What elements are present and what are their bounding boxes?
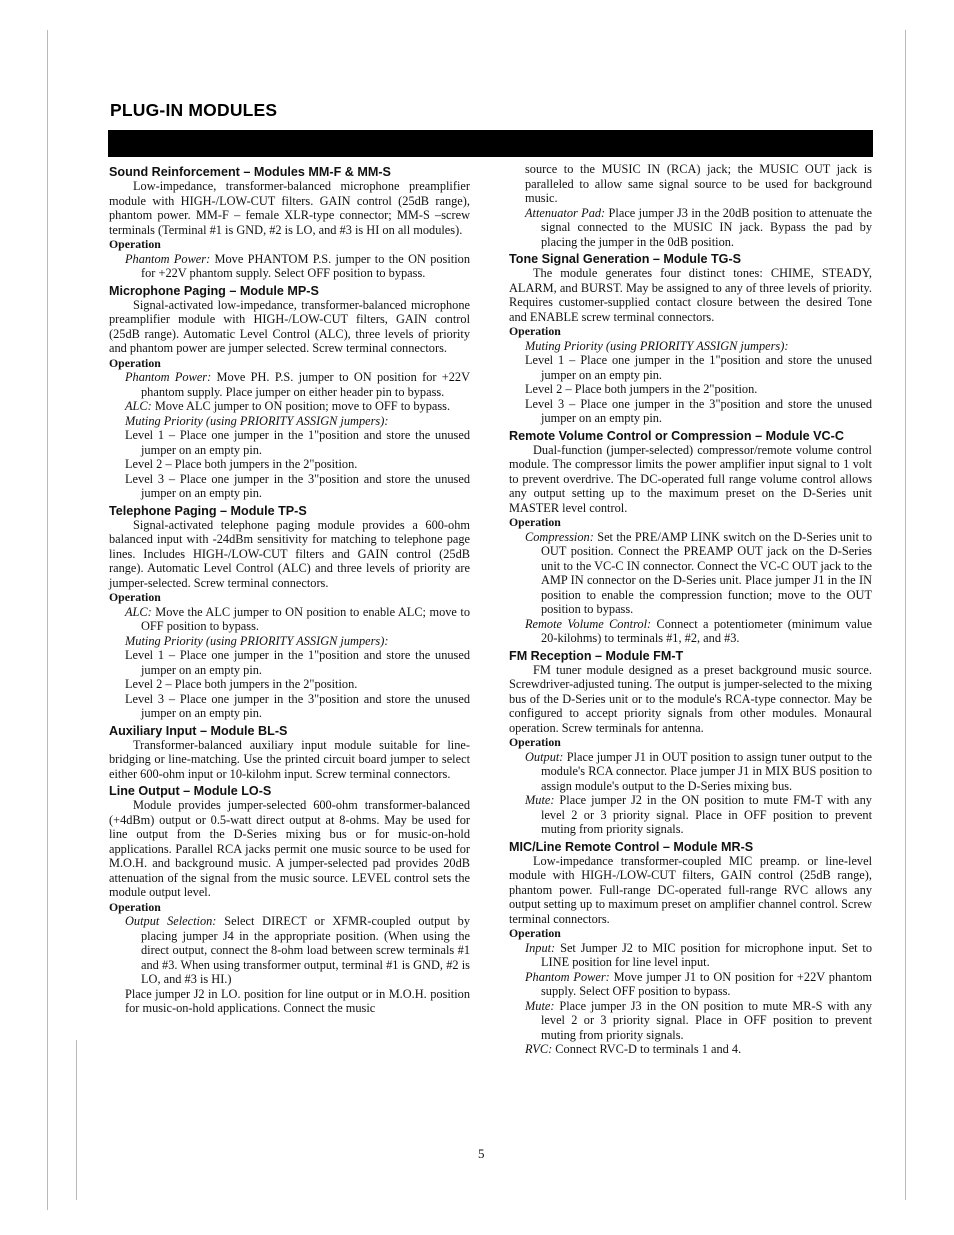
input-text: Set Jumper J2 to MIC position for microphone input. Set to LINE position for line level input. [541, 940, 872, 969]
section-heading: MIC/Line Remote Control – Module MR-S [509, 839, 754, 854]
compression-instruction [509, 530, 872, 617]
input-label: Input: [525, 940, 556, 955]
phantom-power-label: Phantom Power: [525, 969, 610, 984]
scan-margin-line-left [47, 30, 48, 1210]
line-output-continued-text: source to the MUSIC IN (RCA) jack; the MUSIC OUT jack is paralleled to allow same signal source to be used for background music. [525, 162, 872, 205]
page-number: 5 [478, 1146, 485, 1161]
page-title: PLUG-IN MODULES [110, 100, 278, 120]
section-description: Dual-function (jumper-selected) compressor/remote volume control module. The compressor limits the power amplifier input signal to 1 volt to prevent overdrive. The DC-operated full range volume control allows any output setting up to the maximum preset on the D-Series unit MASTER level control. [509, 442, 872, 515]
priority-level-2: Level 2 – Place both jumpers in the 2"position. [525, 382, 758, 396]
output-text: Place jumper J1 in OUT position to assign tuner output to the module's RCA connector. Place jumper J1 in MIX BUS position to assign module's output to the D-Series mixing bus. [541, 749, 872, 793]
section-description: Module provides jumper-selected 600-ohm transformer-balanced (+4dBm) output or 0.5-watt direct output at 8-ohms. May be used for line output from the D-Series mixing bus or for music-on-hold applications. Parallel RCA jacks permit one music source to be used for M.O.H. and background music. A jumper-selected pad provides 20dB attenuation of the signal from the music source. LEVEL control sets the module output level. [109, 798, 470, 899]
rvc-instruction [509, 1042, 872, 1057]
section-heading: Remote Volume Control or Compression – Module VC-C [509, 428, 844, 443]
header-black-bar [108, 130, 873, 157]
section-description: Transformer-balanced auxiliary input module suitable for line-bridging or line-matching. Use the printed circuit board jumper to select either 600-ohm input or 10-kilohm input. Screw terminal connectors. [109, 737, 470, 781]
remote-volume-instruction [509, 617, 872, 646]
phantom-power-instruction [509, 970, 872, 999]
section-description: Signal-activated telephone paging module provides a 600-ohm balanced input with -24dBm sensitivity for matching to telephone page lines. Includes HIGH-/LOW-CUT filters and GAIN control (25dB range). Automatic Level Control (ALC) and three levels of priority are jumper-selected. Screw terminal connectors. [109, 517, 470, 590]
section-heading: Sound Reinforcement – Modules MM-F & MM-S [109, 165, 391, 179]
section-tg-s [509, 252, 872, 426]
output-label: Output: [525, 749, 564, 764]
scan-margin-line-left-inner [76, 1040, 77, 1200]
section-bl-s [109, 724, 470, 782]
attenuator-pad-text: Place jumper J3 in the 20dB position to attenuate the signal connected to the MUSIC IN jack. Bypass the pad by placing the jumper in the 0dB position. [541, 205, 872, 249]
section-vc-c [509, 429, 872, 646]
priority-level-3: Level 3 – Place one jumper in the 3"position and store the unused jumper on an empty pin. [125, 691, 470, 720]
priority-level-1: Level 1 – Place one jumper in the 1"position and store the unused jumper on an empty pin. [125, 428, 470, 457]
section-heading: Microphone Paging – Module MP-S [109, 283, 319, 298]
section-mr-s [509, 840, 872, 1057]
output-selection-instruction [109, 914, 470, 987]
right-column [509, 162, 872, 1057]
alc-label: ALC: [125, 399, 152, 413]
mute-label: Mute: [525, 793, 555, 807]
section-fm-t [509, 649, 872, 837]
mute-label: Mute: [525, 998, 555, 1013]
rvc-label: RVC: [525, 1042, 553, 1056]
attenuator-pad-instruction [509, 206, 872, 250]
remote-volume-label: Remote Volume Control: [525, 616, 652, 631]
phantom-power-text: Move PHANTOM P.S. jumper to the ON position for +22V phantom supply. Select OFF position to bypass. [141, 251, 470, 280]
left-column [109, 162, 470, 1016]
muting-priority-label: Muting Priority (using PRIORITY ASSIGN jumpers): [125, 413, 389, 428]
section-mp-s [109, 284, 470, 501]
section-description: Signal-activated low-impedance, transformer-balanced microphone preamplifier module with HIGH-/LOW-CUT filters, GAIN control (25dB range). Automatic Level Control (ALC), three levels of priority and phantom power are jumper selected. Screw terminal connectors. [109, 297, 470, 355]
phantom-power-label: Phantom Power: [125, 370, 212, 384]
output-selection-text: Select DIRECT or XFMR-coupled output by placing jumper J4 in the appropriate position. (When using the direct output, connect the 8-ohm load between screw terminals #1 and #3. When using transformer output, terminal #1 is GND, #2 is LO, and #3 is HI.) [141, 914, 471, 986]
operation-label: Operation [509, 735, 561, 749]
section-description: The module generates four distinct tones: CHIME, STEADY, ALARM, and BURST. May be assigned to any of three levels of priority. Requires customer-supplied contact closure between the desired Tone and ENABLE screw terminal connectors. [509, 266, 872, 324]
section-description: Low-impedance, transformer-balanced microphone preamplifier module with HIGH-/LOW-CUT filters. GAIN control (25dB range), phantom power. MM-F – female XLR-type connector; MM-S –screw terminals (Terminal #1 is GND, #2 is LO, and #3 is HI on all modules). [109, 179, 470, 237]
section-lo-s [109, 784, 470, 1016]
section-heading: FM Reception – Module FM-T [509, 648, 684, 663]
operation-label: Operation [109, 355, 161, 370]
section-heading: Auxiliary Input – Module BL-S [109, 723, 288, 738]
phantom-power-label: Phantom Power: [125, 251, 211, 266]
priority-level-3: Level 3 – Place one jumper in the 3"position and store the unused jumper on an empty pin. [125, 471, 470, 500]
operation-label: Operation [109, 237, 161, 251]
section-description: Low-impedance transformer-coupled MIC preamp. or line-level module with HIGH-/LOW-CUT filters, GAIN control (25dB range), phantom power. Full-range DC-operated full-range RVC allows any output setting up to maximum preset on amplifier channel control. Screw terminal connectors. [509, 853, 872, 926]
compression-text: Set the PRE/AMP LINK switch on the D-Series unit to OUT position. Connect the PREAMP OUT jack on the D-Series unit to the VC-C IN connector. Connect the VC-C OUT jack to the AMP IN connector on the D-Series unit. Place jumper J1 in the IN position to enable the compression function; move to the OUT position to bypass. [541, 529, 872, 616]
section-heading: Tone Signal Generation – Module TG-S [509, 252, 742, 266]
section-heading: Telephone Paging – Module TP-S [109, 503, 307, 518]
phantom-power-instruction [109, 370, 470, 399]
priority-level-1: Level 1 – Place one jumper in the 1"position and store the unused jumper on an empty pin. [125, 648, 470, 677]
phantom-power-text: Move jumper J1 to ON position for +22V phantom supply. Select OFF position to bypass. [541, 969, 872, 998]
priority-level-2: Level 2 – Place both jumpers in the 2"position. [125, 457, 358, 471]
section-tp-s [109, 504, 470, 721]
output-selection-continued: Place jumper J2 in LO. position for line output or in M.O.H. position for music-on-hold applications. Connect the music [125, 986, 470, 1015]
mute-instruction [509, 999, 872, 1043]
attenuator-pad-label: Attenuator Pad: [525, 205, 606, 220]
section-heading: Line Output – Module LO-S [109, 784, 272, 798]
section-lo-s-continued [509, 162, 872, 249]
mute-text: Place jumper J2 in the ON position to mute FM-T with any level 2 or 3 priority signal. Place in OFF position to prevent muting from priority signals. [541, 793, 872, 836]
rvc-text: Connect RVC-D to terminals 1 and 4. [555, 1042, 742, 1056]
section-mm-f-mm-s [109, 165, 470, 281]
phantom-power-instruction [109, 252, 470, 281]
priority-level-2: Level 2 – Place both jumpers in the 2"position. [125, 677, 358, 691]
alc-instruction [109, 605, 470, 634]
output-instruction [509, 750, 872, 794]
input-instruction [509, 941, 872, 970]
operation-label: Operation [109, 899, 161, 914]
compression-label: Compression: [525, 529, 594, 544]
muting-priority-label: Muting Priority (using PRIORITY ASSIGN jumpers): [525, 338, 789, 353]
alc-label: ALC: [125, 604, 152, 619]
priority-level-1: Level 1 – Place one jumper in the 1"position and store the unused jumper on an empty pin. [525, 353, 872, 382]
alc-text: Move the ALC jumper to ON position to enable ALC; move to OFF position to bypass. [141, 604, 470, 633]
scan-margin-line-right [905, 30, 906, 1200]
mute-text: Place jumper J3 in the ON position to mute MR-S with any level 2 or 3 priority signal. Place in OFF position to prevent muting from priority signals. [541, 998, 872, 1042]
phantom-power-text: Move PH. P.S. jumper to ON position for +22V phantom supply. Place jumper on either header pin to bypass. [141, 370, 471, 399]
operation-label: Operation [509, 926, 561, 940]
operation-label: Operation [509, 324, 561, 338]
section-description: FM tuner module designed as a preset background music source. Screwdriver-adjusted tuning. The output is jumper-selected to the mixing bus of the D-Series unit or to the module's RCA-type connector. May be configured to accept priority signals from other modules. Monaural operation. Screw terminals for antenna. [509, 662, 872, 735]
output-selection-label: Output Selection: [125, 914, 217, 928]
muting-priority-label: Muting Priority (using PRIORITY ASSIGN jumpers): [125, 633, 389, 648]
mute-instruction [509, 793, 872, 837]
priority-level-3: Level 3 – Place one jumper in the 3"position and store the unused jumper on an empty pin. [525, 396, 872, 425]
alc-instruction [109, 399, 470, 414]
remote-volume-text: Connect a potentiometer (minimum value 20-kilohms) to terminals #1, #2, and #3. [541, 616, 872, 645]
alc-text: Move ALC jumper to ON position; move to OFF to bypass. [154, 399, 451, 413]
operation-label: Operation [109, 590, 161, 604]
operation-label: Operation [509, 515, 561, 529]
